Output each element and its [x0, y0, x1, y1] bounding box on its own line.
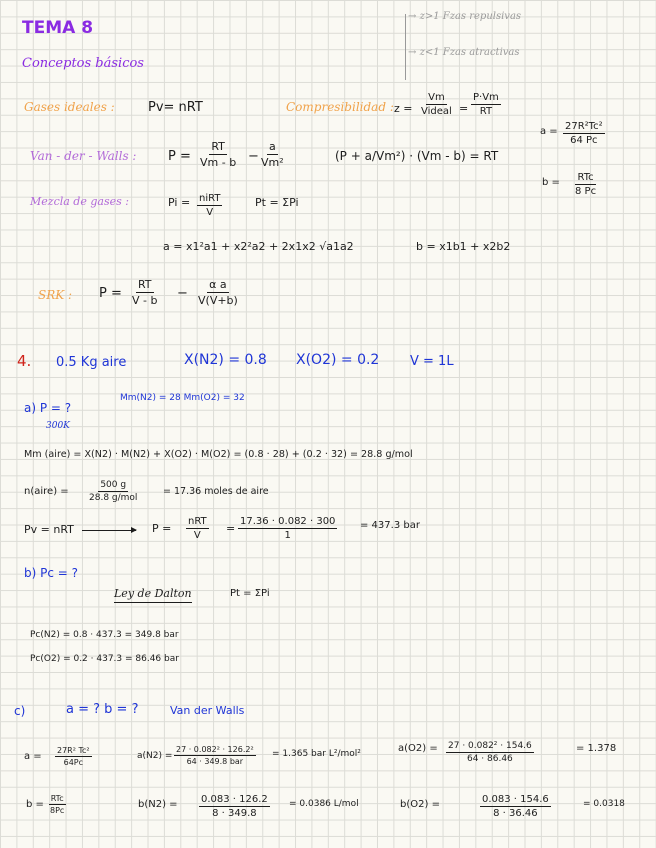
- c-a-n2-fraction: [174, 745, 256, 766]
- pressure-frac2-num: 17.36 · 0.082 · 300: [240, 516, 336, 527]
- partial-pressure-n2: Pc(N2) = 0.8 · 437.3 = 349.8 bar: [30, 630, 179, 640]
- mix-fraction: [197, 193, 222, 218]
- z-greater-note: → z>1 Fzas repulsivas: [408, 11, 522, 22]
- part-c-model: Van der Walls: [170, 704, 245, 717]
- vdw-frac2-num: a: [268, 140, 276, 153]
- mix-sum: Pt = ΣPi: [255, 196, 299, 209]
- pressure-frac1-den: V: [193, 530, 201, 541]
- c-b-n2-den: 8 · 349.8: [212, 808, 257, 819]
- b-const-den: 8 Pc: [575, 186, 597, 197]
- c-a-lhs: a =: [24, 751, 42, 762]
- n-air-result: = 17.36 moles de aire: [163, 486, 269, 497]
- srk-minus: −: [177, 286, 188, 301]
- c-b-o2-fraction: [480, 794, 551, 819]
- c-a-o2-num: 27 · 0.082² · 154.6: [448, 741, 532, 751]
- a-const-lhs: a =: [540, 126, 558, 137]
- c-b-lhs: b =: [26, 799, 44, 810]
- vdw-frac2-den: Vm²: [261, 156, 284, 169]
- srk-fraction-2: [196, 278, 240, 307]
- b-const-num: RTc: [577, 172, 594, 183]
- c-b-den: 8Pc: [50, 806, 65, 815]
- c-b-o2-num: 0.083 · 154.6: [482, 794, 549, 805]
- mix-b-rule: b = x1b1 + x2b2: [416, 240, 511, 253]
- partial-pressure-o2: Pc(O2) = 0.2 · 437.3 = 86.46 bar: [30, 654, 179, 664]
- srk-frac1-den: V - b: [132, 294, 158, 307]
- z-fraction-1: [419, 92, 454, 117]
- ideal-gas-equation: Pv= nRT: [148, 100, 203, 115]
- c-b-o2-result: = 0.0318: [583, 799, 625, 809]
- pressure-fraction-2: [238, 516, 337, 541]
- c-a-n2-result: = 1.365 bar L²/mol²: [272, 749, 361, 759]
- n-air-fraction: [87, 480, 139, 503]
- n-air-num: 500 g: [100, 480, 127, 490]
- volume: V = 1L: [410, 354, 454, 369]
- vdw-fraction-1: [198, 140, 238, 169]
- molar-masses: Mm(N2) = 28 Mm(O2) = 32: [120, 393, 245, 403]
- c-a-den: 64Pc: [63, 758, 84, 767]
- z-frac2-num: P·Vm: [473, 92, 499, 103]
- srk-p: P =: [99, 286, 122, 301]
- a-const-den: 64 Pc: [570, 135, 598, 146]
- part-b-heading: b) Pc = ?: [24, 566, 78, 580]
- n-air-den: 28.8 g/mol: [89, 493, 138, 503]
- pressure-fraction-1: [186, 516, 209, 541]
- b-const-lhs: b =: [542, 177, 560, 188]
- z-less-note: → z<1 Fzas atractivas: [408, 47, 520, 58]
- c-b-fraction: [48, 794, 66, 815]
- dalton-equation: Pt = ΣPi: [230, 588, 270, 599]
- pressure-lhs: P =: [152, 522, 172, 535]
- vdw-label: Van - der - Walls :: [30, 149, 137, 163]
- c-a-n2-den: 64 · 349.8 bar: [186, 757, 244, 766]
- c-b-n2-num: 0.083 · 126.2: [201, 794, 268, 805]
- n-air-lhs: n(aire) =: [24, 486, 69, 497]
- c-b-n2-lhs: b(N2) =: [138, 799, 178, 810]
- z-frac1-num: Vm: [428, 92, 445, 103]
- ideal-gas-label: Gases ideales :: [24, 100, 115, 114]
- part-a-temperature: 300K: [46, 421, 70, 431]
- z-frac2-den: RT: [479, 106, 493, 117]
- a-const-num: 27R²Tc²: [565, 121, 603, 132]
- part-a-heading: a) P = ?: [24, 401, 72, 415]
- subtitle: Conceptos básicos: [22, 56, 144, 71]
- c-a-o2-result: = 1.378: [576, 743, 617, 754]
- part-c-label: c): [14, 704, 26, 718]
- b-const-fraction: [573, 172, 598, 197]
- c-a-num: 27R² Tc²: [57, 746, 90, 755]
- mix-frac-den: V: [206, 207, 214, 218]
- vdw-minus: −: [248, 149, 259, 164]
- vdw-alt-form: (P + a/Vm²) · (Vm - b) = RT: [335, 149, 499, 163]
- c-a-o2-den: 64 · 86.46: [466, 754, 513, 764]
- c-b-n2-fraction: [199, 794, 270, 819]
- c-a-fraction: [55, 746, 92, 767]
- problem-statement: 0.5 Kg aire: [56, 355, 127, 370]
- pressure-eq2: =: [226, 522, 236, 535]
- pressure-frac2-den: 1: [284, 530, 291, 541]
- srk-label: SRK :: [38, 288, 73, 302]
- c-b-o2-lhs: b(O2) =: [400, 799, 440, 810]
- z-eq2: =: [459, 102, 469, 115]
- fraction-o2: X(O2) = 0.2: [296, 352, 380, 368]
- vdw-frac1-den: Vm - b: [200, 156, 237, 169]
- c-b-o2-den: 8 · 36.46: [493, 808, 538, 819]
- part-c-question: a = ? b = ?: [66, 702, 139, 717]
- c-b-num: RTc: [50, 794, 64, 803]
- srk-frac2-den: V(V+b): [198, 294, 238, 307]
- mix-label: Mezcla de gases :: [30, 195, 129, 208]
- z-lhs: z =: [394, 102, 413, 115]
- c-b-n2-result: = 0.0386 L/mol: [289, 799, 359, 809]
- a-const-fraction: [563, 121, 605, 146]
- vdw-fraction-2: [259, 140, 286, 169]
- mix-a-rule: a = x1²a1 + x2²a2 + 2x1x2 √a1a2: [163, 240, 354, 253]
- z-frac1-den: Videal: [421, 106, 452, 117]
- pressure-frac1-num: nRT: [188, 516, 207, 527]
- molar-mass-air: Mm (aire) = X(N2) · M(N2) + X(O2) · M(O2) = (0.8 · 28) + (0.2 · 32) = 28.8 g/mol: [24, 449, 413, 460]
- srk-frac2-num: α a: [209, 278, 227, 291]
- dalton-law: Ley de Dalton: [114, 588, 192, 599]
- srk-fraction-1: [130, 278, 159, 307]
- pressure-result: = 437.3 bar: [360, 520, 420, 531]
- compressibility-label: Compresibilidad :: [286, 100, 394, 114]
- vdw-frac1-num: RT: [211, 140, 225, 153]
- arrow: [82, 530, 136, 531]
- fraction-n2: X(N2) = 0.8: [184, 352, 267, 368]
- page-title: TEMA 8: [22, 18, 94, 38]
- mix-pi: Pi =: [168, 196, 191, 209]
- z-bracket: [405, 14, 406, 80]
- c-a-o2-lhs: a(O2) =: [398, 743, 438, 754]
- srk-frac1-num: RT: [137, 278, 152, 291]
- mix-frac-num: niRT: [199, 193, 221, 204]
- c-a-n2-lhs: a(N2) =: [137, 751, 173, 761]
- vdw-p: P =: [168, 149, 191, 164]
- z-fraction-2: [471, 92, 501, 117]
- ideal-gas-law: Pv = nRT: [24, 523, 74, 536]
- c-a-o2-fraction: [446, 741, 534, 764]
- problem-number: 4.: [17, 352, 32, 370]
- c-a-n2-num: 27 · 0.082² · 126.2²: [176, 745, 254, 754]
